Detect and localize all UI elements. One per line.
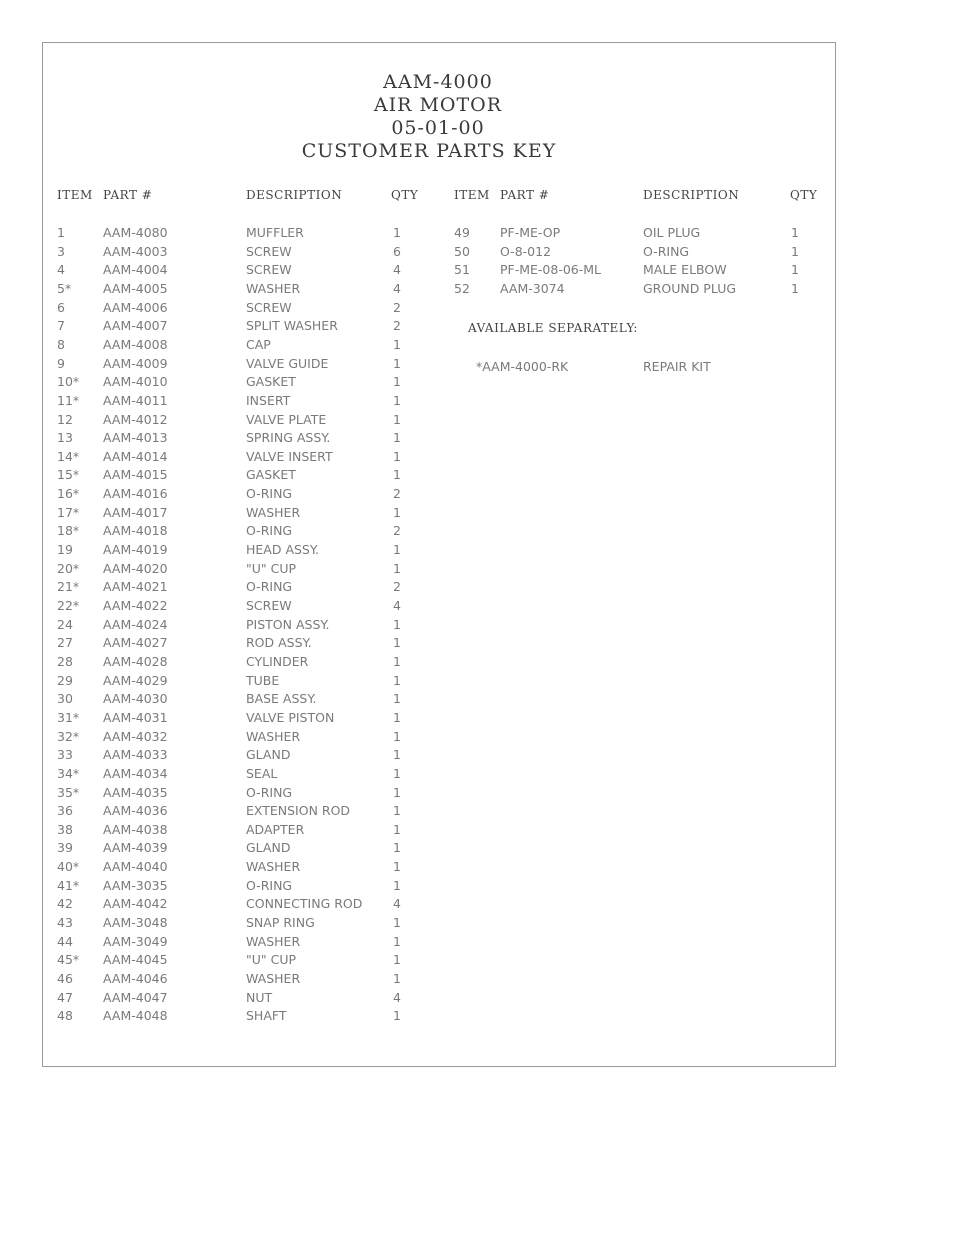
table-cell-item: 51: [454, 262, 470, 278]
table-cell-part: PF-ME-OP: [500, 225, 561, 240]
table-cell-item: 32*: [57, 728, 80, 744]
table-cell-item: 13: [57, 430, 73, 446]
table-cell-item: 31*: [57, 709, 80, 725]
table-cell-desc: ROD ASSY.: [246, 635, 312, 651]
table-cell-desc: "U" CUP: [246, 560, 297, 576]
table-cell-qty: 1: [393, 225, 401, 240]
table-cell-qty: 2: [393, 523, 401, 539]
table-cell-item: 11*: [57, 392, 80, 408]
table-cell-qty: 1: [393, 840, 401, 856]
repair-kit-description: REPAIR KIT: [643, 359, 711, 374]
table-cell-item: 49: [454, 225, 470, 240]
table-cell-part: AAM-4019: [103, 542, 168, 558]
table-cell-qty: 1: [393, 672, 401, 688]
table-cell-desc: WASHER: [246, 933, 301, 949]
table-cell-qty: 1: [393, 653, 401, 669]
table-cell-desc: WASHER: [246, 859, 301, 875]
table-cell-part: AAM-3035: [103, 877, 168, 893]
table-cell-qty: 1: [393, 1008, 401, 1024]
table-cell-item: 5*: [57, 280, 72, 296]
table-cell-qty: 1: [393, 859, 401, 875]
table-cell-qty: 2: [393, 318, 401, 334]
table-cell-qty: 4: [393, 262, 401, 278]
table-cell-qty: 1: [393, 747, 401, 763]
table-cell-item: 28: [57, 653, 73, 669]
table-cell-item: 4: [57, 262, 65, 278]
table-cell-qty: 1: [393, 411, 401, 427]
table-cell-item: 3: [57, 243, 65, 259]
table-cell-qty: 1: [393, 765, 401, 781]
table-cell-desc: OIL PLUG: [643, 225, 701, 240]
table-cell-item: 27: [57, 635, 73, 651]
table-cell-part: AAM-4038: [103, 821, 168, 837]
table-cell-item: 44: [57, 933, 73, 949]
title-parts-key: CUSTOMER PARTS KEY: [301, 140, 557, 162]
table-cell-part: AAM-3049: [103, 933, 168, 949]
table-cell-qty: 1: [393, 709, 401, 725]
table-cell-part: AAM-4040: [103, 859, 168, 875]
table-cell-item: 24: [57, 616, 73, 632]
table-cell-desc: PISTON ASSY.: [246, 616, 330, 632]
table-cell-part: AAM-4022: [103, 598, 168, 613]
table-cell-item: 6: [57, 299, 65, 315]
table-cell-item: 1: [57, 225, 65, 240]
table-cell-part: AAM-4011: [103, 392, 168, 408]
table-cell-desc: SPLIT WASHER: [246, 318, 338, 334]
table-cell-item: 34*: [57, 765, 80, 781]
table-cell-qty: 1: [393, 560, 401, 576]
table-cell-part: AAM-4008: [103, 336, 168, 352]
table-cell-part: AAM-4016: [103, 486, 168, 502]
table-cell-desc: VALVE GUIDE: [246, 355, 329, 371]
table-cell-item: 15*: [57, 467, 80, 483]
table-cell-item: 10*: [57, 374, 80, 390]
table-cell-part: AAM-4032: [103, 728, 168, 744]
table-cell-qty: 1: [393, 803, 401, 819]
table-cell-qty: 4: [393, 598, 401, 613]
table-cell-desc: VALVE PLATE: [246, 411, 327, 427]
table-cell-qty: 2: [393, 486, 401, 502]
table-cell-item: 35*: [57, 784, 80, 800]
table-cell-part: AAM-4006: [103, 299, 168, 315]
table-cell-qty: 1: [393, 392, 401, 408]
table-cell-qty: 1: [393, 616, 401, 632]
table-cell-part: AAM-4021: [103, 579, 168, 595]
left-header-part: PART #: [103, 188, 153, 202]
title-block: [43, 71, 835, 163]
table-cell-part: AAM-4046: [103, 971, 168, 986]
table-cell-qty: 1: [393, 971, 401, 986]
table-cell-desc: NUT: [246, 989, 273, 1005]
table-cell-part: AAM-4020: [103, 560, 168, 576]
table-cell-item: 50: [454, 243, 470, 259]
title-product: AIR MOTOR: [373, 94, 503, 116]
left-header-item: ITEM: [57, 188, 93, 202]
table-cell-desc: O-RING: [643, 243, 690, 259]
table-cell-desc: SCREW: [246, 598, 292, 613]
table-cell-qty: 1: [393, 635, 401, 651]
repair-kit-part: *AAM-4000-RK: [476, 359, 569, 374]
table-cell-item: 17*: [57, 504, 80, 520]
table-cell-part: AAM-4012: [103, 411, 168, 427]
table-cell-desc: WASHER: [246, 280, 301, 296]
table-cell-desc: SPRING ASSY.: [246, 430, 331, 446]
table-cell-qty: 1: [393, 542, 401, 558]
table-cell-desc: BASE ASSY.: [246, 691, 317, 707]
table-cell-part: AAM-4035: [103, 784, 168, 800]
table-cell-part: AAM-4029: [103, 672, 168, 688]
table-cell-desc: SCREW: [246, 262, 292, 278]
table-cell-desc: VALVE INSERT: [246, 448, 333, 464]
table-cell-part: AAM-4010: [103, 374, 168, 390]
table-cell-desc: GASKET: [246, 467, 296, 483]
table-cell-item: 43: [57, 915, 73, 931]
table-cell-desc: MALE ELBOW: [643, 262, 727, 278]
table-cell-item: 9: [57, 355, 65, 371]
table-cell-item: 8: [57, 336, 65, 352]
table-cell-qty: 1: [393, 728, 401, 744]
table-cell-desc: GLAND: [246, 840, 291, 856]
left-header-qty: QTY: [391, 188, 419, 202]
table-cell-part: AAM-3074: [500, 280, 565, 296]
table-cell-desc: INSERT: [246, 392, 291, 408]
table-cell-desc: SNAP RING: [246, 915, 315, 931]
table-cell-qty: 1: [791, 225, 799, 240]
table-cell-qty: 2: [393, 579, 401, 595]
table-cell-qty: 1: [393, 915, 401, 931]
title-model: AAM-4000: [383, 71, 493, 93]
table-cell-qty: 1: [791, 243, 799, 259]
table-cell-desc: O-RING: [246, 579, 293, 595]
table-cell-qty: 4: [393, 896, 401, 912]
table-cell-part: PF-ME-08-06-ML: [500, 262, 602, 278]
table-cell-desc: CYLINDER: [246, 653, 309, 669]
table-cell-qty: 1: [393, 467, 401, 483]
table-cell-part: AAM-4034: [103, 765, 168, 781]
table-cell-qty: 1: [393, 448, 401, 464]
table-cell-desc: O-RING: [246, 486, 293, 502]
table-cell-item: 48: [57, 1008, 73, 1024]
table-cell-part: AAM-4042: [103, 896, 168, 912]
table-cell-item: 22*: [57, 598, 80, 613]
table-cell-item: 12: [57, 411, 73, 427]
table-cell-part: AAM-4047: [103, 989, 168, 1005]
table-cell-qty: 2: [393, 299, 401, 315]
table-cell-qty: 1: [393, 374, 401, 390]
table-cell-part: AAM-4015: [103, 467, 168, 483]
right-header-qty: QTY: [790, 188, 818, 202]
table-cell-desc: O-RING: [246, 523, 293, 539]
table-cell-desc: SCREW: [246, 243, 292, 259]
table-cell-item: 21*: [57, 579, 80, 595]
table-cell-qty: 1: [393, 933, 401, 949]
table-cell-part: O-8-012: [500, 243, 552, 259]
table-cell-desc: "U" CUP: [246, 952, 297, 968]
table-cell-desc: SCREW: [246, 299, 292, 315]
table-cell-part: AAM-4045: [103, 952, 168, 968]
table-cell-part: AAM-4017: [103, 504, 168, 520]
table-cell-part: AAM-4018: [103, 523, 168, 539]
table-cell-desc: GLAND: [246, 747, 291, 763]
table-cell-item: 40*: [57, 859, 80, 875]
table-cell-part: AAM-4027: [103, 635, 168, 651]
table-cell-qty: 1: [393, 691, 401, 707]
table-cell-item: 39: [57, 840, 73, 856]
table-cell-item: 19: [57, 542, 73, 558]
table-cell-part: AAM-3048: [103, 915, 168, 931]
table-cell-item: 42: [57, 896, 73, 912]
table-cell-item: 33: [57, 747, 73, 763]
table-cell-part: AAM-4004: [103, 262, 168, 278]
table-cell-desc: SEAL: [246, 765, 278, 781]
table-cell-qty: 1: [393, 784, 401, 800]
table-cell-item: 41*: [57, 877, 80, 893]
table-cell-qty: 1: [791, 280, 799, 296]
table-cell-desc: MUFFLER: [246, 225, 304, 240]
table-cell-part: AAM-4007: [103, 318, 168, 334]
table-cell-item: 20*: [57, 560, 80, 576]
table-cell-desc: VALVE PISTON: [246, 709, 335, 725]
table-cell-item: 14*: [57, 448, 80, 464]
table-cell-item: 36: [57, 803, 73, 819]
table-cell-qty: 1: [393, 821, 401, 837]
table-cell-desc: EXTENSION ROD: [246, 803, 351, 819]
right-header-part: PART #: [500, 188, 550, 202]
table-cell-qty: 1: [393, 355, 401, 371]
table-cell-desc: O-RING: [246, 877, 293, 893]
table-cell-qty: 1: [393, 336, 401, 352]
table-cell-part: AAM-4030: [103, 691, 168, 707]
table-cell-item: 30: [57, 691, 73, 707]
table-cell-item: 29: [57, 672, 73, 688]
table-cell-item: 47: [57, 989, 73, 1005]
table-cell-desc: HEAD ASSY.: [246, 542, 319, 558]
table-cell-qty: 1: [393, 877, 401, 893]
table-cell-part: AAM-4048: [103, 1008, 168, 1024]
table-cell-desc: SHAFT: [246, 1008, 287, 1024]
right-header-description: DESCRIPTION: [643, 188, 740, 202]
table-cell-item: 18*: [57, 523, 80, 539]
table-cell-desc: TUBE: [246, 672, 280, 688]
table-cell-item: 7: [57, 318, 65, 334]
table-cell-part: AAM-4080: [103, 225, 168, 240]
table-cell-item: 46: [57, 971, 73, 986]
table-cell-part: AAM-4013: [103, 430, 168, 446]
table-cell-qty: 1: [393, 430, 401, 446]
parts-key-sheet: [42, 42, 836, 1067]
table-cell-desc: ADAPTER: [246, 821, 305, 837]
table-cell-part: AAM-4005: [103, 280, 168, 296]
right-header-item: ITEM: [454, 188, 490, 202]
table-cell-desc: GASKET: [246, 374, 296, 390]
table-cell-qty: 4: [393, 280, 401, 296]
table-cell-item: 52: [454, 280, 470, 296]
table-cell-qty: 6: [393, 243, 401, 259]
table-cell-item: 38: [57, 821, 73, 837]
table-cell-part: AAM-4036: [103, 803, 168, 819]
table-cell-desc: CAP: [246, 336, 271, 352]
table-cell-item: 16*: [57, 486, 80, 502]
table-cell-item: 45*: [57, 952, 80, 968]
table-cell-desc: WASHER: [246, 728, 301, 744]
table-cell-qty: 1: [791, 262, 799, 278]
table-cell-desc: WASHER: [246, 971, 301, 986]
table-cell-part: AAM-4003: [103, 243, 168, 259]
table-cell-part: AAM-4009: [103, 355, 168, 371]
table-cell-qty: 4: [393, 989, 401, 1005]
table-cell-qty: 1: [393, 952, 401, 968]
available-separately-heading: AVAILABLE SEPARATELY:: [468, 321, 638, 335]
table-cell-part: AAM-4024: [103, 616, 168, 632]
left-header-description: DESCRIPTION: [246, 188, 343, 202]
table-cell-desc: O-RING: [246, 784, 293, 800]
table-cell-part: AAM-4028: [103, 653, 168, 669]
table-cell-part: AAM-4033: [103, 747, 168, 763]
table-cell-desc: GROUND PLUG: [643, 280, 737, 296]
table-cell-qty: 1: [393, 504, 401, 520]
table-cell-desc: WASHER: [246, 504, 301, 520]
table-cell-desc: CONNECTING ROD: [246, 896, 363, 912]
table-cell-part: AAM-4031: [103, 709, 168, 725]
table-cell-part: AAM-4014: [103, 448, 168, 464]
title-date: 05-01-00: [391, 117, 485, 139]
table-cell-part: AAM-4039: [103, 840, 168, 856]
